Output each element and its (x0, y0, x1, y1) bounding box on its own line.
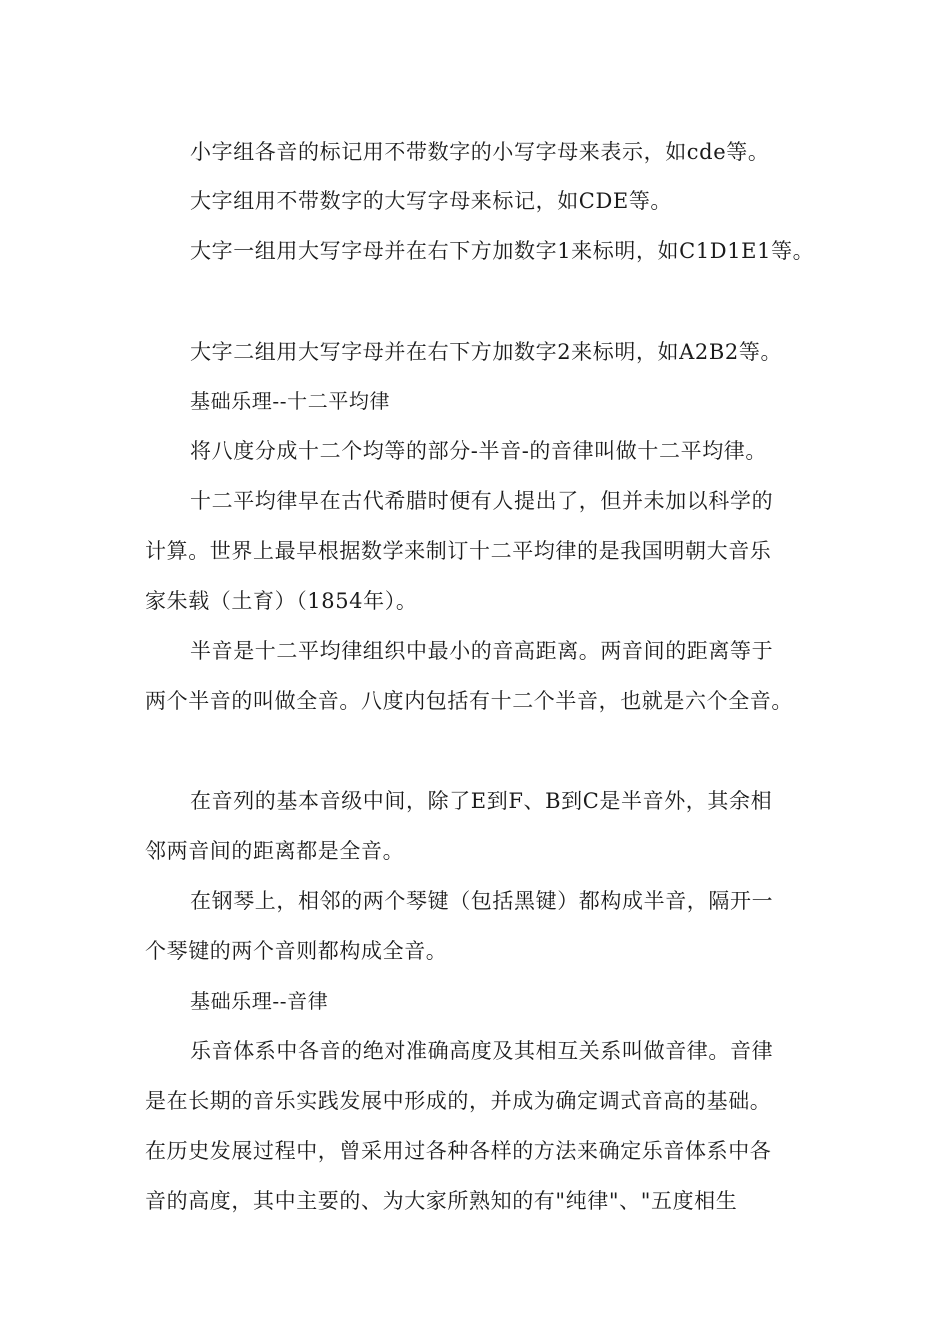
section-heading: 基础乐理--音律 (190, 989, 329, 1013)
paragraph-line: 大字组用不带数字的大写字母来标记，如CDE等。 (190, 189, 673, 213)
paragraph-line: 半音是十二平均律组织中最小的音高距离。两音间的距离等于 (190, 639, 774, 663)
paragraph-line: 十二平均律早在古代希腊时便有人提出了，但并未加以科学的 (190, 489, 774, 513)
paragraph-line: 邻两音间的距离都是全音。 (145, 839, 405, 863)
paragraph-line: 乐音体系中各音的绝对准确高度及其相互关系叫做音律。音律 (190, 1039, 774, 1063)
paragraph-line: 大字二组用大写字母并在右下方加数字2来标明，如A2B2等。 (190, 340, 783, 364)
paragraph-line: 家朱载（土育）（1854年）。 (145, 589, 418, 613)
paragraph-line: 计算。世界上最早根据数学来制订十二平均律的是我国明朝大音乐 (145, 539, 772, 563)
paragraph-line: 音的高度，其中主要的、为大家所熟知的有"纯律"、"五度相生 (145, 1189, 738, 1213)
paragraph-line: 大字一组用大写字母并在右下方加数字1来标明，如C1D1E1等。 (190, 239, 815, 263)
paragraph-line: 在历史发展过程中，曾采用过各种各样的方法来确定乐音体系中各 (145, 1139, 772, 1163)
paragraph-line: 在钢琴上，相邻的两个琴键（包括黑键）都构成半音，隔开一 (190, 889, 774, 913)
paragraph-line: 个琴键的两个音则都构成全音。 (145, 939, 448, 963)
paragraph-line: 在音列的基本音级中间，除了E到F、B到C是半音外，其余相 (190, 789, 773, 813)
paragraph-line: 将八度分成十二个均等的部分-半音-的音律叫做十二平均律。 (190, 439, 767, 463)
section-heading: 基础乐理--十二平均律 (190, 389, 391, 413)
paragraph-line: 小字组各音的标记用不带数字的小写字母来表示，如cde等。 (190, 140, 770, 164)
paragraph-line: 两个半音的叫做全音。八度内包括有十二个半音，也就是六个全音。 (145, 689, 793, 713)
paragraph-line: 是在长期的音乐实践发展中形成的，并成为确定调式音高的基础。 (145, 1089, 772, 1113)
